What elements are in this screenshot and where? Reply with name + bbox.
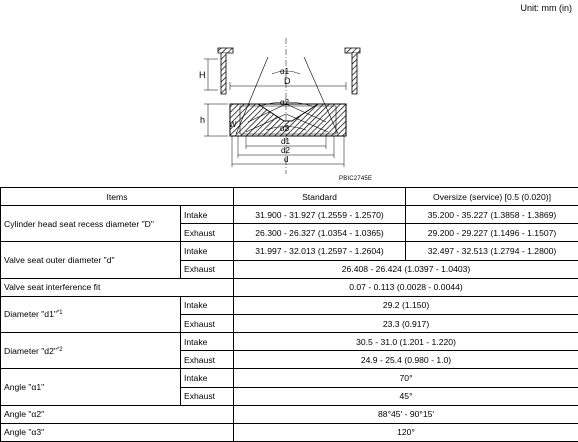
label-text: Diameter "d1": [4, 309, 57, 320]
table-row: [1, 423, 578, 441]
label-W: W: [229, 120, 237, 129]
table-row: [1, 278, 578, 296]
sub-intake: Intake: [181, 296, 234, 314]
label-d2: d2: [281, 146, 290, 155]
sub-exhaust: Exhaust: [181, 224, 234, 242]
footnote-marker: *1: [56, 310, 63, 317]
sub-exhaust: Exhaust: [181, 387, 234, 405]
value-outer-exhaust: 26.408 - 26.424 (1.0397 - 1.0403): [234, 260, 578, 278]
sub-intake: Intake: [181, 369, 234, 387]
value-d1-intake: 29.2 (1.150): [234, 296, 578, 314]
row-label-d1: [1, 296, 181, 332]
value-interference: 0.07 - 0.113 (0.0028 - 0.0044): [234, 278, 578, 296]
row-label-a2: Angle "α2": [1, 405, 234, 423]
row-label-outer: Valve seat outer diameter "d": [1, 242, 181, 278]
label-d: d: [284, 155, 289, 164]
sub-exhaust: Exhaust: [181, 351, 234, 369]
label-D: D: [284, 76, 291, 86]
label-a1: α1: [280, 67, 290, 76]
value-d2-intake: 30.5 - 31.0 (1.201 - 1.220): [234, 333, 578, 351]
value-recess-exhaust-std: 26.300 - 26.327 (1.0354 - 1.0365): [234, 224, 406, 242]
value-outer-intake-std: 31.997 - 32.013 (1.2597 - 1.2604): [234, 242, 406, 260]
sub-intake: Intake: [181, 242, 234, 260]
label-a2: α2: [280, 98, 290, 107]
table-header-row: [1, 188, 578, 206]
table-row: [1, 369, 578, 387]
value-a3: 120°: [234, 423, 578, 441]
table-row: [1, 206, 578, 224]
value-recess-intake-std: 31.900 - 31.927 (1.2559 - 1.2570): [234, 206, 406, 224]
row-label-interference: Valve seat interference fit: [1, 278, 234, 296]
header-oversize: Oversize (service) [0.5 (0.020)]: [406, 188, 578, 206]
unit-label: Unit: mm (in): [520, 3, 572, 13]
label-H: H: [199, 70, 206, 80]
value-outer-intake-over: 32.497 - 32.513 (1.2794 - 1.2800): [406, 242, 578, 260]
sub-intake: Intake: [181, 333, 234, 351]
valve-seat-spec-table: [0, 187, 578, 442]
value-recess-exhaust-over: 29.200 - 29.227 (1.1496 - 1.1507): [406, 224, 578, 242]
header-standard: Standard: [234, 188, 406, 206]
sub-exhaust: Exhaust: [181, 314, 234, 332]
label-a3: α3: [280, 124, 290, 133]
table-row: [1, 296, 578, 314]
value-a1-intake: 70°: [234, 369, 578, 387]
value-d2-exhaust: 24.9 - 25.4 (0.980 - 1.0): [234, 351, 578, 369]
sub-intake: Intake: [181, 206, 234, 224]
row-label-a1: Angle "α1": [1, 369, 181, 405]
row-label-recess: Cylinder head seat recess diameter "D": [1, 206, 181, 242]
value-a1-exhaust: 45°: [234, 387, 578, 405]
value-recess-intake-over: 35.200 - 35.227 (1.3858 - 1.3869): [406, 206, 578, 224]
figure-code: PBIC2745E: [339, 176, 373, 182]
table-row: [1, 405, 578, 423]
row-label-a3: Angle "α3": [1, 423, 234, 441]
cylinder-head-recess-left: [218, 48, 233, 94]
table-row: [1, 242, 578, 260]
header-items: Items: [1, 188, 234, 206]
value-a2: 88°45′ - 90°15′: [234, 405, 578, 423]
sub-exhaust: Exhaust: [181, 260, 234, 278]
valve-seat-diagram: [188, 24, 388, 184]
value-d1-exhaust: 23.3 (0.917): [234, 314, 578, 332]
label-text: Diameter "d2": [4, 345, 57, 356]
table-row: [1, 333, 578, 351]
footnote-marker: *2: [56, 346, 63, 353]
label-d1: d1: [281, 137, 290, 146]
label-h: h: [200, 115, 206, 125]
row-label-d2: [1, 333, 181, 369]
cylinder-head-recess-right: [345, 48, 360, 94]
